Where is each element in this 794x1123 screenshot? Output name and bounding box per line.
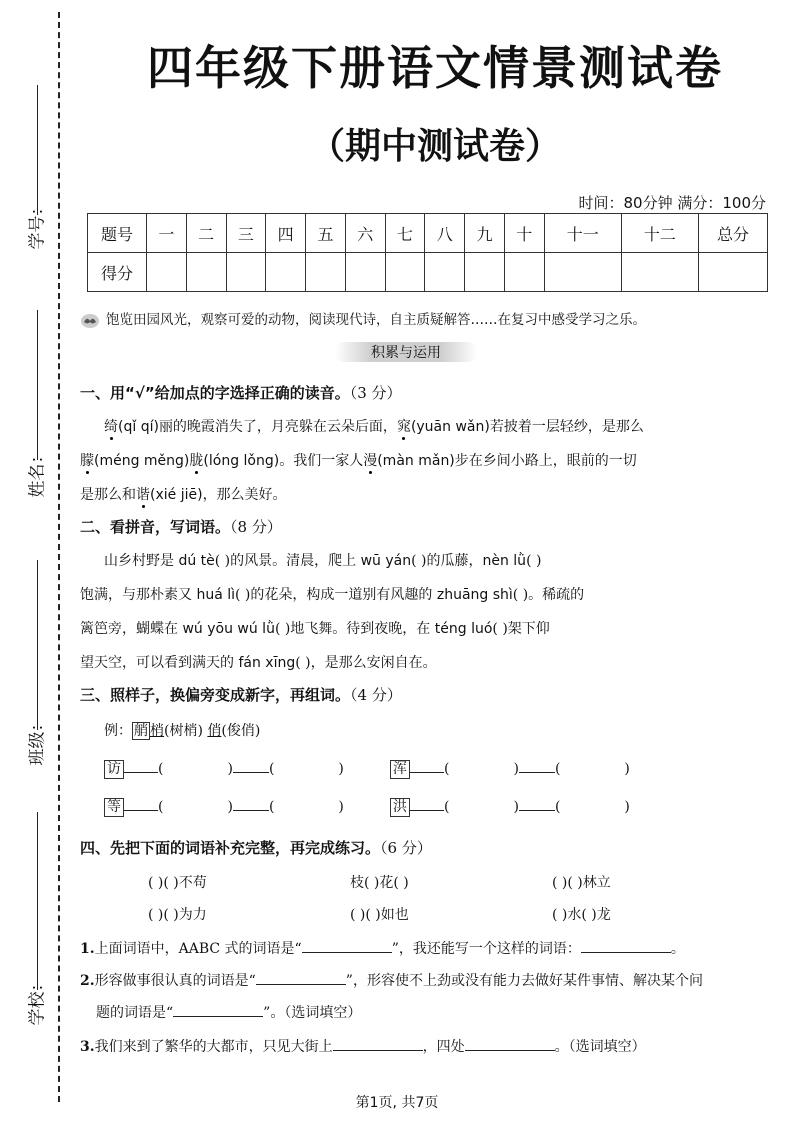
q3-row-2-right: 洪 ( ) ( ) [390, 798, 630, 817]
score-cell[interactable] [425, 253, 465, 292]
q4-idiom: ( )水( )龙 [552, 907, 611, 923]
binding-dashed-line [58, 12, 60, 1102]
q4-idiom: ( )( )不苟 [148, 875, 207, 891]
school-line [37, 812, 38, 990]
q4-sub-3: 3.我们来到了繁华的大都市，只见大街上 ，四处 。（选词填空） [80, 1039, 646, 1055]
exam-meta: 时间：80分钟 满分：100分 [578, 194, 766, 212]
q4-idiom: ( )( )为力 [148, 907, 207, 923]
score-header-cell: 三 [226, 214, 266, 253]
name-line [37, 310, 38, 460]
score-cell[interactable] [699, 253, 768, 292]
score-header-cell: 题号 [88, 214, 147, 253]
score-header-cell: 四 [266, 214, 306, 253]
score-cell[interactable] [306, 253, 346, 292]
question-4-title: 四、先把下面的词语补充完整，再完成练习。（6 分） [80, 839, 432, 857]
q3-example: 例： 艄 梢(树梢) 俏(俊俏) [104, 723, 261, 739]
q1-line-1: 绮(qǐ qí)丽的晚霞消失了，月亮躲在云朵后面，窕(yuān wǎn)若披着一层轻纱，是那么 [104, 419, 644, 435]
score-cell[interactable] [345, 253, 385, 292]
score-row-label: 得分 [88, 253, 147, 292]
score-header-cell: 总分 [699, 214, 768, 253]
score-cell[interactable] [544, 253, 621, 292]
page-footer: 第1页, 共7页 [355, 1095, 439, 1111]
class-label: 班级： [27, 714, 48, 766]
intro-text: 饱览田园风光，观察可爱的动物，阅读现代诗，自主质疑解答……在复习中感受学习之乐。 [80, 308, 646, 329]
q3-row-1-left: 访 ( ) ( ) [104, 760, 344, 779]
score-header-cell: 二 [186, 214, 226, 253]
q2-line-4: 望天空，可以看到满天的 fán xīng( )，是那么安闲自在。 [80, 655, 437, 671]
question-3-title: 三、照样子，换偏旁变成新字，再组词。（4 分） [80, 686, 402, 704]
score-cell[interactable] [186, 253, 226, 292]
class-line [37, 560, 38, 730]
score-cell[interactable] [385, 253, 425, 292]
name-label: 姓名： [27, 446, 48, 498]
school-label: 学校： [27, 974, 48, 1026]
score-header-cell: 一 [147, 214, 187, 253]
score-header-cell: 七 [385, 214, 425, 253]
score-header-cell: 十二 [621, 214, 698, 253]
butterfly-icon [80, 313, 100, 329]
score-cell[interactable] [266, 253, 306, 292]
student-id-label: 学号： [27, 198, 48, 250]
score-header-cell: 六 [345, 214, 385, 253]
score-table-score-row [88, 253, 768, 292]
q2-line-3: 篱笆旁，蝴蝶在 wú yōu wú lǜ( )地飞舞。待到夜晚，在 téng luó( )架下仰 [80, 621, 550, 637]
score-cell[interactable] [621, 253, 698, 292]
student-id-line [37, 85, 38, 215]
score-cell[interactable] [465, 253, 505, 292]
score-cell[interactable] [147, 253, 187, 292]
question-1-title: 一、用“√”给加点的字选择正确的读音。（3 分） [80, 384, 402, 402]
q4-idiom: 枝( )花( ) [350, 875, 409, 891]
q4-sub-1: 1.上面词语中，AABC 式的词语是“ ”，我还能写一个这样的词语： 。 [80, 941, 685, 957]
score-header-cell: 八 [425, 214, 465, 253]
q2-line-1: 山乡村野是 dú tè( )的风景。清晨，爬上 wū yán( )的瓜藤，nèn lǜ( ) [104, 553, 542, 569]
score-header-cell: 十一 [544, 214, 621, 253]
score-header-cell: 五 [306, 214, 346, 253]
q1-line-2: 朦(méng měng)胧(lóng lǒng)。我们一家人漫(màn mǎn)步在乡间小路上，眼前的一切 [80, 453, 637, 469]
page-subtitle: （期中测试卷） [308, 126, 561, 167]
question-2-title: 二、看拼音，写词语。（8 分） [80, 518, 282, 536]
score-table-header-row [88, 214, 768, 253]
q4-sub-2: 2.形容做事很认真的词语是“ ”，形容使不上劲或没有能力去做好某件事情、解决某个问 [80, 973, 703, 989]
page-title: 四年级下册语文情景测试卷 [147, 41, 723, 95]
q2-line-2: 饱满，与那朴素又 huá lì( )的花朵，构成一道别有风趣的 zhuāng shì( )。稀疏的 [80, 587, 585, 603]
score-header-cell: 九 [465, 214, 505, 253]
q1-line-3: 是那么和谐(xié jiē)，那么美好。 [80, 487, 287, 503]
score-header-cell: 十 [504, 214, 544, 253]
q4-idiom: ( )( )如也 [350, 907, 409, 923]
score-cell[interactable] [226, 253, 266, 292]
q3-row-1-right: 浑 ( ) ( ) [390, 760, 630, 779]
q4-idiom: ( )( )林立 [552, 875, 611, 891]
q4-sub-2-cont: 题的词语是“ ”。（选词填空） [96, 1005, 362, 1021]
score-cell[interactable] [504, 253, 544, 292]
q3-row-2-left: 等 ( ) ( ) [104, 798, 344, 817]
section-band: 积累与运用 [335, 342, 477, 362]
score-table [87, 213, 768, 292]
